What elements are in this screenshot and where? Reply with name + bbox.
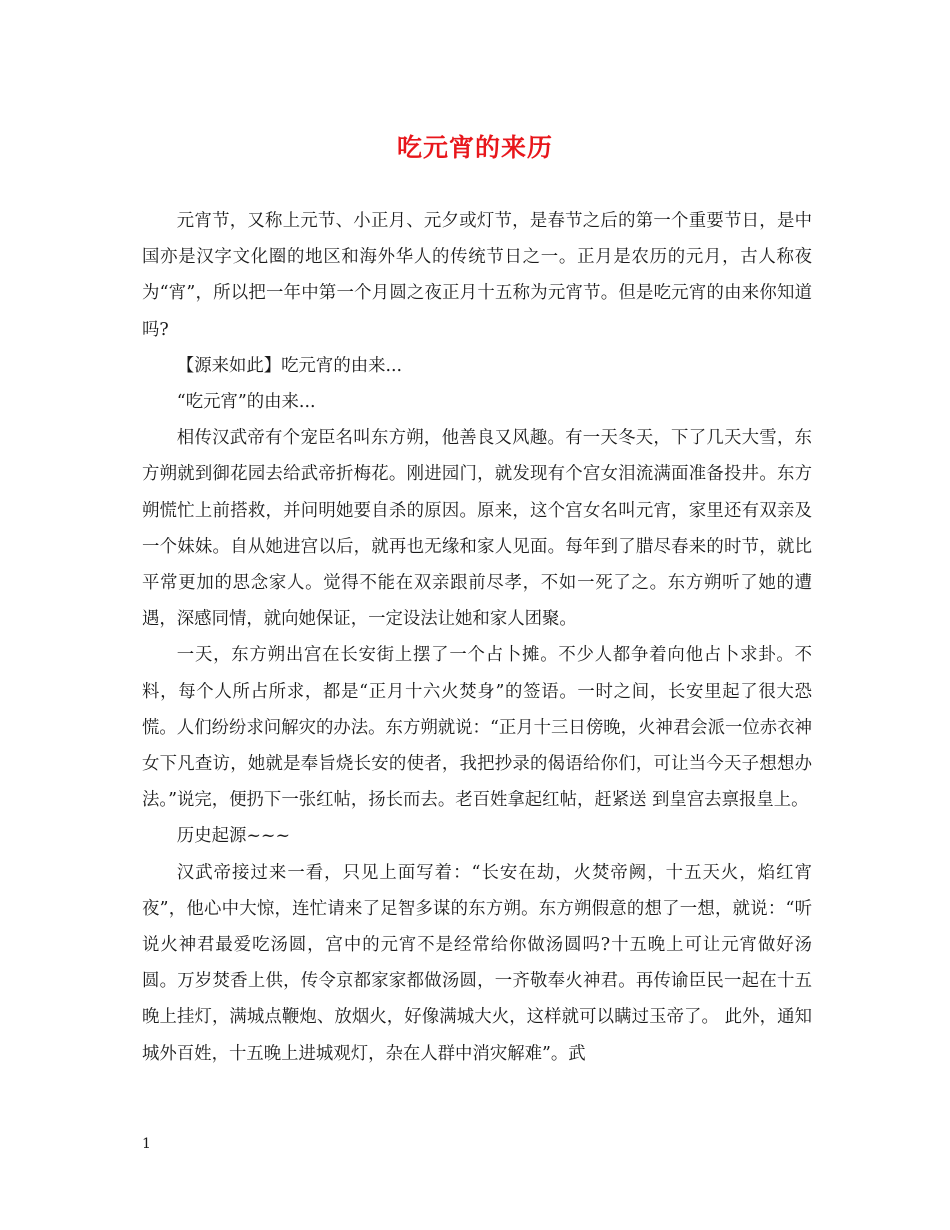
- paragraph-origin-heading: “吃元宵”的由来...: [176, 392, 316, 413]
- paragraph-dongfang-shuo: 相传汉武帝有个宠臣名叫东方朔，他善良又风趣。有一天冬天，下了几天大雪，东方朔就到御花园去给武帝折梅花。刚进园门，就发现有个宫女泪流满面准备投井。东方朔慌忙上前搭救，并问明她要自杀的原因。原来，这个宫女名叫元宵，家里还有双亲及一个妹妹。自从她进宫以后，就再也无缘和家人见面。每年到了腊尽春来的时节，就比平常更加的思念家人。觉得不能在双亲跟前尽孝，不如一死了之。东方朔听了她的遭遇，深感同情，就向她保证，一定设法让她和家人团聚。: [142, 428, 812, 630]
- document-body: [142, 203, 812, 1072]
- paragraph-emperor-wu: 汉武帝接过来一看，只见上面写着：“长安在劫，火焚帝阙，十五天火，焰红宵夜”，他心中大惊，连忙请来了足智多谋的东方朔。东方朔假意的想了一想，就说：“听说火神君最爱吃汤圆，宫中的元宵不是经常给你做汤圆吗?十五晚上可让元宵做好汤圆。万岁焚香上供，传令京都家家都做汤圆，一齐敬奉火神君。再传谕臣民一起在十五晚上挂灯，满城点鞭炮、放烟火，好像满城大火，这样就可以瞒过玉帝了。 此外，通知城外百姓，十五晚上进城观灯，杂在人群中消灾解难”。武: [142, 862, 812, 1064]
- paragraph-source-heading: 【源来如此】吃元宵的由来...: [176, 355, 403, 376]
- page-number: 1: [142, 1136, 151, 1152]
- paragraph-intro: 元宵节，又称上元节、小正月、元夕或灯节，是春节之后的第一个重要节日，是中国亦是汉字文化圈的地区和海外华人的传统节日之一。正月是农历的元月，古人称夜为“宵”，所以把一年中第一个月圆之夜正月十五称为元宵节。但是吃元宵的由来你知道吗?: [142, 211, 812, 340]
- paragraph-history-heading: 历史起源~~~: [176, 826, 291, 847]
- paragraph-fortune-telling: 一天，东方朔出宫在长安街上摆了一个占卜摊。不少人都争着向他占卜求卦。不料，每个人所占所求，都是“正月十六火焚身”的签语。一时之间，长安里起了很大恐慌。人们纷纷求问解灾的办法。东方朔就说：“正月十三日傍晚，火神君会派一位赤衣神女下凡查访，她就是奉旨烧长安的使者，我把抄录的偈语给你们，可让当今天子想想办法。”说完，便扔下一张红帖，扬长而去。老百姓拿起红帖，赶紧送 到皇宫去禀报皇上。: [142, 645, 812, 811]
- document-title: 吃元宵的来历: [396, 133, 553, 162]
